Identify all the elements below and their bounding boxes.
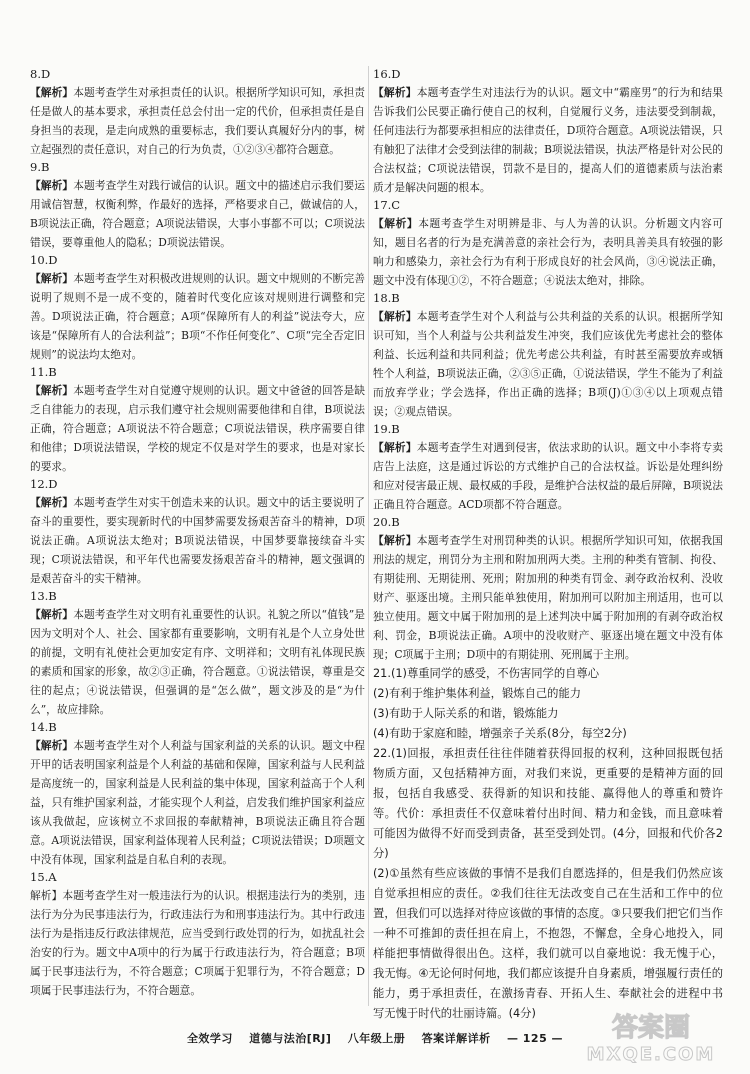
explanation-text: 本题考查学生对积极改进规则的认识。题文中规则的不断完善说明了规则不是一成不变的，随着时代变化应该对规则进行调整和完善。D项说法正确，符合题意；A项“保障所有人的利益”说法夸大，应该是“保障所有人的合法利益”；B项“不作任何变化”、C项“完全否定旧规则”的说法均太绝对。 [30, 272, 365, 361]
explanation-paragraph [373, 83, 723, 197]
answer-item [373, 198, 723, 290]
answer-text [373, 864, 723, 1024]
explanation-tag: 【解析】 [373, 441, 417, 454]
answer-text [373, 664, 723, 684]
explanation-text: 本题考查学生对自觉遵守规则的认识。题文中爸爸的回答是缺乏自律能力的表现，启示我们遵守社会规则需要他律和自律，B项说法正确，符合题意；A项说法不符合题意；C项说法错误，秩序需要自律和他律；D项说法错误，学校的规定不仅是对学生的要求，也是对家长的要求。 [30, 384, 365, 473]
explanation-paragraph [30, 269, 365, 364]
watermark-line2: MXQE.COM [586, 1044, 716, 1065]
answer-item [30, 253, 365, 364]
explanation-text: 本题考查学生对实干创造未来的认识。题文中的话主要说明了奋斗的重要性，要实现新时代的中国梦需要发扬艰苦奋斗的精神，D项说法正确。A项说法太绝对；B项说法错误，中国梦要靠接续奋斗实现；C项说法错误，和平年代也需要发扬艰苦奋斗的精神，题文强调的是艰苦奋斗的实干精神。 [30, 496, 365, 585]
answer-item [30, 67, 365, 159]
question-number: 16.D [373, 67, 401, 81]
question-number: 13.B [30, 589, 57, 603]
question-number: 12.D [30, 477, 58, 491]
explanation-tag: 【解析】 [30, 496, 74, 509]
footer-grade: 八年级上册 [347, 1032, 406, 1045]
explanation-text: (3)有助于人际关系的和谐，锻炼能力 [373, 707, 559, 720]
answer-item [373, 744, 723, 1024]
explanation-tag: 【解析】 [30, 608, 74, 621]
answer-item [373, 515, 723, 664]
left-column [30, 66, 365, 1000]
footer-section: 答案详解详析 [421, 1032, 491, 1045]
answer-text [373, 724, 723, 744]
explanation-tag: 【解析】 [373, 534, 417, 547]
explanation-text: 本题考查学生对刑罚种类的认识。根据所学知识可知，依据我国刑法的规定，刑罚分为主刑和附加刑两大类。主刑的种类有管制、拘役、有期徒刑、无期徒刑、死刑；附加刑的种类有罚金、剥夺政治权利、没收财产、驱逐出境。主刑只能单独使用，附加刑可以附加主刑适用，也可以独立使用。题文中属于附加刑的是上述判决中属于附加刑的有剥夺政治权利、罚金，B项说法正确。A项中的没收财产、驱逐出境在题文中没有体现；C项属于主刑；D项中的有期徒刑、死刑属于主刑。 [373, 534, 723, 661]
explanation-text: (2)①虽然有些应该做的事情不是我们自愿选择的，但是我们仍然应该自觉承担相应的责任。②我们往往无法改变自己在生活和工作中的位置，但我们可以选择对待应该做的事情的态度。③只要我们把它们当作一种不可推卸的责任担在肩上，不抱怨，不懈怠，全身心地投入，同样能把事情做得很出色。这样，我们就可以自豪地说：我无愧于心，我无悔。④无论何时何地，我们都应该提升自身素质，增强履行责任的能力，勇于承担责任，在激扬青春、开拓人生、奉献社会的进程中书写无愧于时代的壮丽诗篇。(4分) [373, 867, 723, 1020]
explanation-paragraph [373, 438, 723, 514]
question-number: 20.B [373, 515, 400, 529]
watermark-line1: 答案圈 [611, 1013, 691, 1043]
explanation-text: (4)有助于家庭和睦，增强亲子关系(8分，每空2分) [373, 727, 627, 740]
answer-item [373, 67, 723, 197]
question-number: 14.B [30, 720, 57, 734]
explanation-paragraph [373, 531, 723, 664]
answer-item [373, 664, 723, 744]
footer-series: 全效学习 [186, 1032, 233, 1045]
explanation-text: 本题考查学生对违法行为的认识。题文中“霸座男”的行为和结果告诉我们公民要正确行使自己的权利，自觉履行义务，违法要受到制裁，任何违法行为都要承担相应的法律责任，D项符合题意。A项说法错误，只有触犯了法律才会受到法律的制裁；B项说法错误，执法严格是针对公民的合法权益；C项说法错误，罚款不是目的，提高人们的道德素质与法治素质才是解决问题的根本。 [373, 86, 723, 194]
question-number: 8.D [30, 67, 51, 81]
answer-item [30, 160, 365, 252]
explanation-tag: 【解析】 [373, 217, 419, 230]
explanation-text: (2)有利于维护集体利益，锻炼自己的能力 [373, 687, 582, 700]
answer-item [373, 291, 723, 421]
question-number: 9.B [30, 160, 50, 174]
explanation-tag: 【解析】 [30, 86, 74, 99]
answer-item [30, 720, 365, 869]
explanation-tag: 【解析】 [30, 272, 74, 285]
explanation-text: 本题考查学生对明辨是非、与人为善的认识。分析题文内容可知，题目名者的行为是充满善意的亲社会行为，表明具善美具有较强的影响力和感染力，亲社会行为有利于形成良好的社会风尚，③④说法正确，题文中没有体现①②，不符合题意；④说法太绝对，排除。 [373, 217, 723, 287]
question-number: 11.B [30, 365, 57, 379]
explanation-paragraph [30, 381, 365, 476]
explanation-paragraph [373, 214, 723, 290]
explanation-text: 本题考查学生对个人利益与公共利益的关系的认识。根据所学知识可知，当个人利益与公共利益发生冲突，我们应该优先考虑社会的整体利益、长远利益和共同利益；优先考虑公共利益，有时甚至需要放弃或牺牲个人利益，B项说法正确，②③⑤正确，①说法错误，学生不能为了利益而放弃学业；学会选择，作出正确的选择；B项(J)①③④以上项观点错误；②观点错误。 [373, 310, 723, 418]
explanation-text: 解析】本题考查学生对一般违法行为的认识。根据违法行为的类别，违法行为分为民事违法行为，行政违法行为和刑事违法行为。其中行政违法行为是指违反行政法律规范，应当受到行政处罚的行为，如扰乱社会治安的行为。题文中A项中的行为属于行政违法行为，符合题意；B项属于民事违法行为，不符合题意；C项属于犯罪行为，不符合题意；D项属于民事违法行为，不符合题意。 [30, 889, 365, 997]
answer-item [30, 870, 365, 1000]
page-number: — 125 — [506, 1032, 564, 1045]
explanation-text: 21.(1)尊重同学的感受，不伤害同学的自尊心 [373, 667, 600, 680]
explanation-text: 本题考查学生对文明有礼重要性的认识。礼貌之所以“值钱”是因为文明对个人、社会、国家都有重要影响，文明有礼是个人立身处世的前提，文明有礼使社会更加安定有序、文明祥和；文明有礼体现民族的素质和国家的形象，故②③正确，符合题意。①说法错误，尊重是交往的起点；④说法错误，但强调的是“怎么做”，题文涉及的是“为什么”，故应排除。 [30, 608, 365, 716]
answer-item [30, 365, 365, 476]
explanation-tag: 【解析】 [373, 310, 417, 323]
answer-item [30, 589, 365, 719]
explanation-paragraph [30, 176, 365, 252]
explanation-paragraph [30, 605, 365, 719]
explanation-tag: 【解析】 [30, 739, 74, 752]
explanation-text: 本题考查学生对个人利益与国家利益的关系的认识。题文中程开甲的话表明国家利益是个人利益的基础和保障，国家利益与人民利益是高度统一的，国家利益是人民利益的集中体现，国家利益高于个人利益，只有维护国家利益，才能实现个人利益，启发我们维护国家利益应该从我做起，应该树立不求回报的奉献精神，B项说法正确且符合题意。A项说法错误，国家利益体现着人民利益；C项说法错误；D项题文中没有体现，国家利益是自私自利的表现。 [30, 739, 365, 866]
explanation-tag: 【解析】 [30, 384, 74, 397]
explanation-text: 本题考查学生对承担责任的认识。根据所学知识可知，承担责任是做人的基本要求，承担责任总会付出一定的代价，但承担责任是自身担当的表现，是走向成熟的重要标志，我们要认真履好分内的事，树立起强烈的责任意识，对自己的行为负责，①②③④都符合题意。 [30, 86, 365, 156]
question-number: 10.D [30, 253, 58, 267]
explanation-text: 本题考查学生对遇到侵害，依法求助的认识。题文中小李将专卖店告上法庭，这是通过诉讼的方式维护自己的合法权益。诉讼是处理纠纷和应对侵害最正规、最权威的手段，是维护合法权益的最后屏障，B项说法正确且符合题意。ACD项都不符合题意。 [373, 441, 723, 511]
answer-text [373, 744, 723, 864]
answer-item [30, 477, 365, 588]
footer-subject: 道德与法治[RJ] [249, 1032, 332, 1045]
answer-text [373, 684, 723, 704]
question-number: 18.B [373, 291, 400, 305]
question-number: 17.C [373, 198, 401, 212]
explanation-paragraph [30, 83, 365, 159]
explanation-text: 22.(1)回报，承担责任往往伴随着获得回报的权利，这种回报既包括物质方面，又包括精神方面，对我们来说，更重要的是精神方面的回报，包括自我感受、获得新的知识和技能、赢得他人的尊重和赞许等。代价：承担责任不仅意味着付出时间、精力和金钱，而且意味着可能因为做得不好而受到责备，甚至受到处罚。(4分，回报和代价各2分) [373, 747, 723, 860]
explanation-paragraph [30, 493, 365, 588]
explanation-paragraph [373, 307, 723, 421]
question-number: 15.A [30, 870, 57, 884]
answer-item [373, 422, 723, 514]
column-divider [368, 66, 369, 1006]
right-column [373, 66, 723, 1024]
question-number: 19.B [373, 422, 400, 436]
explanation-tag: 【解析】 [30, 179, 74, 192]
explanation-paragraph [30, 736, 365, 869]
explanation-tag: 【解析】 [373, 86, 417, 99]
answer-text [373, 704, 723, 724]
explanation-paragraph [30, 886, 365, 1000]
explanation-text: 本题考查学生对践行诚信的认识。题文中的描述启示我们要运用诚信智慧，权衡利弊，作最好的选择，严格要求自己，做诚信的人，B项说法正确，符合题意；A项说法错误，大事小事都不可以；C项说法错误，要尊重他人的隐私；D项说法错误。 [30, 179, 365, 249]
watermark-logo [576, 1006, 726, 1066]
